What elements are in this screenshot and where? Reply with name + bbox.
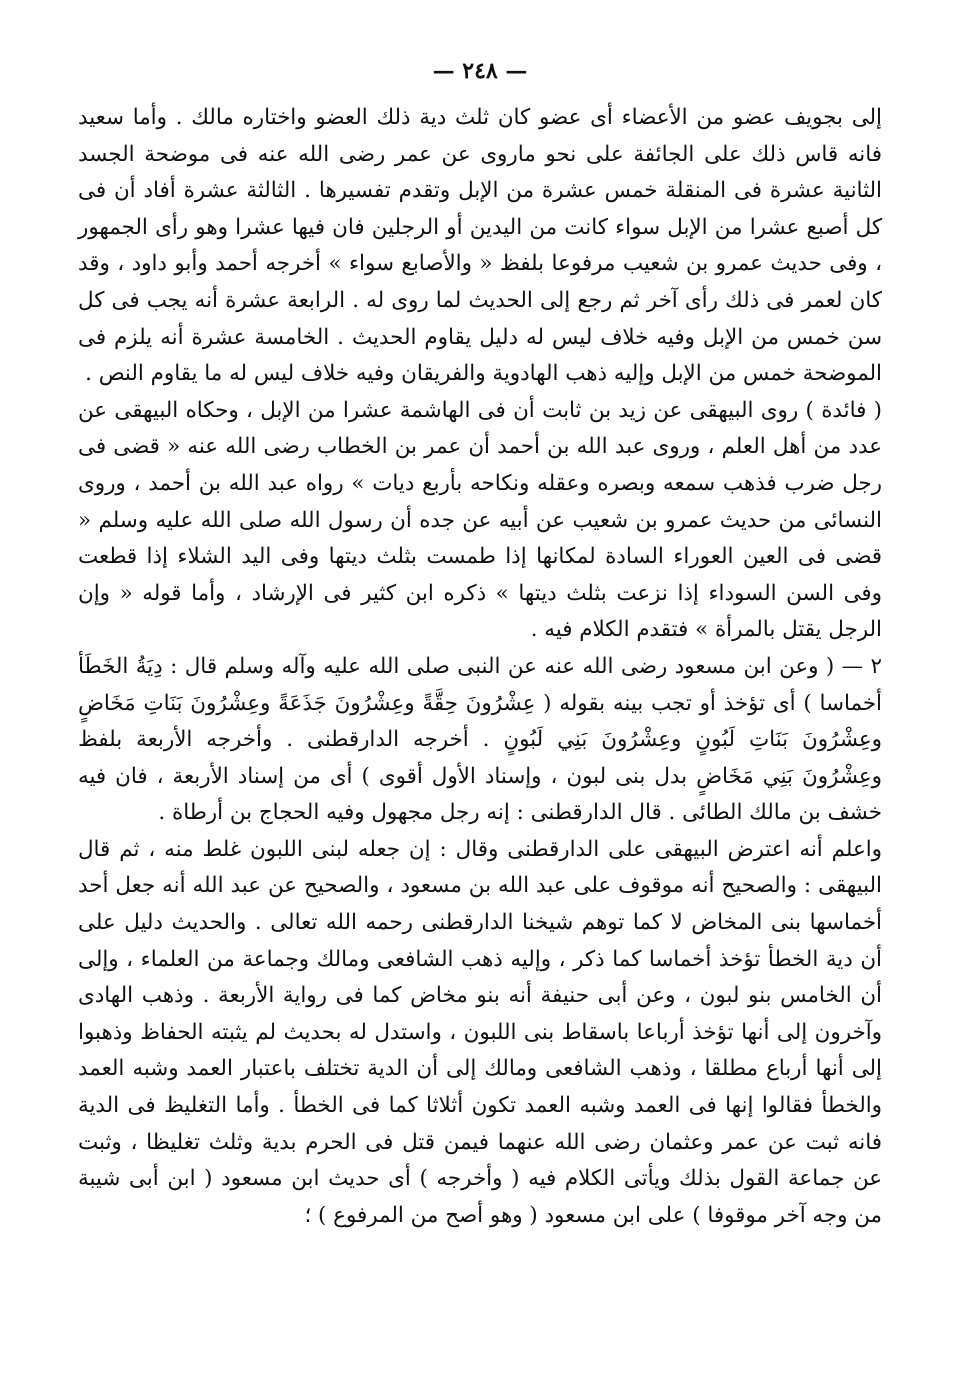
paragraph: ( فائدة ) روى البيهقى عن زيد بن ثابت أن فى الهاشمة عشرا من الإبل ، وحكاه البيهقى عن عدد من أهل العلم ، وروى عبد الله بن أحمد أن عمر بن الخطاب رضى الله عنه « قضى فى رجل ضرب فذهب سمعه وبصره وعقله ونكاحه بأربع ديات » رواه عبد الله بن أحمد ، وروى النسائى من حديث عمرو بن شعيب عن أبيه عن جده أن رسول الله صلى الله عليه وسلم « قضى فى العين العوراء السادة لمكانها إذا طمست بثلث ديتها وفى اليد الشلاء إذا قطعت وفى السن السوداء إذا نزعت بثلث ديتها » ذكره ابن كثير فى الإرشاد ، وأما قوله « وإن الرجل يقتل بالمرأة » فتقدم الكلام فيه . [78,397,882,643]
page-text [78,100,882,1234]
page-number: — ٢٤٨ — [432,58,528,84]
paragraph: واعلم أنه اعترض البيهقى على الدارقطنى وقال : إن جعله لبنى اللبون غلط منه ، ثم قال البيهقى : والصحيح أنه موقوف على عبد الله بن مسعود ، والصحيح عن عبد الله أنه جعل أحد أخماسها بنى المخاض لا كما توهم شيخنا الدارقطنى رحمه الله تعالى . والحديث دليل على أن دية الخطأ تؤخذ أخماسا كما ذكر ، وإليه ذهب الشافعى ومالك وجماعة من العلماء ، وإلى أن الخامس بنو لبون ، وعن أبى حنيفة أنه بنو مخاض كما فى رواية الأربعة . وذهب الهادى وآخرون إلى أنها تؤخذ أرباعا باسقاط بنى اللبون ، واستدل له بحديث لم يثبته الحفاظ وذهبوا إلى أنها أرباع مطلقا ، وذهب الشافعى ومالك إلى أن الدية تختلف باعتبار العمد وشبه العمد والخطأ فقالوا إنها فى العمد وشبه العمد تكون أثلاثا كما فى الخطأ . وأما التغليظ فى الدية فانه ثبت عن عمر وعثمان رضى الله عنهما فيمن قتل فى الحرم بدية وثلث تغليظا ، وثبت عن جماعة القول بذلك ويأتى الكلام فيه ( وأخرجه ) أى حديث ابن مسعود ( ابن أبى شيبة من وجه آخر موقوفا ) على ابن مسعود ( وهو أصح من المرفوع ) ؛ [78,836,882,1228]
paragraph: إلى بجويف عضو من الأعضاء أى عضو كان ثلث دية ذلك العضو واختاره مالك . وأما سعيد فانه قاس ذلك على الجائفة على نحو ماروى عن عمر رضى الله عنه فى موضحة الجسد الثانية عشرة فى المنقلة خمس عشرة من الإبل وتقدم تفسيرها . الثالثة عشرة أفاد أن فى كل أصبع عشرا من الإبل سواء كانت من اليدين أو الرجلين فان فيها عشرا وهو رأى الجمهور ، وفى حديث عمرو بن شعيب مرفوعا بلفظ « والأصابع سواء » أخرجه أحمد وأبو داود ، وقد كان لعمر فى ذلك رأى آخر ثم رجع إلى الحديث لما روى له . الرابعة عشرة أنه يجب فى كل سن خمس من الإبل وفيه خلاف ليس له دليل يقاوم الحديث . الخامسة عشرة أنه يلزم فى الموضحة خمس من الإبل وإليه ذهب الهادوية والفريقان وفيه خلاف ليس له ما يقاوم النص . [78,105,882,387]
paragraph: ٢ — ( وعن ابن مسعود رضى الله عنه عن النبى صلى الله عليه وآله وسلم قال : دِيَةُ الخَطَأ أخماسا ) أى تؤخذ أو تجب بينه بقوله ( عِشْرُونَ حِقَّةً وعِشْرُونَ جَذَعَةً وعِشْرُونَ بَنَاتِ مَخَاضٍ وعِشْرُونَ بَنَاتِ لَبُونٍ وعِشْرُونَ بَنِي لَبُونٍ . أخرجه الدارقطنى . وأخرجه الأربعة بلفظ وعِشْرُونَ بَنِي مَخَاضٍ بدل بنى لبون ، وإسناد الأول أقوى ) أى من إسناد الأربعة ، فان فيه خشف بن مالك الطائى . قال الدارقطنى : إنه رجل مجهول وفيه الحجاج بن أرطاة . [78,653,882,826]
